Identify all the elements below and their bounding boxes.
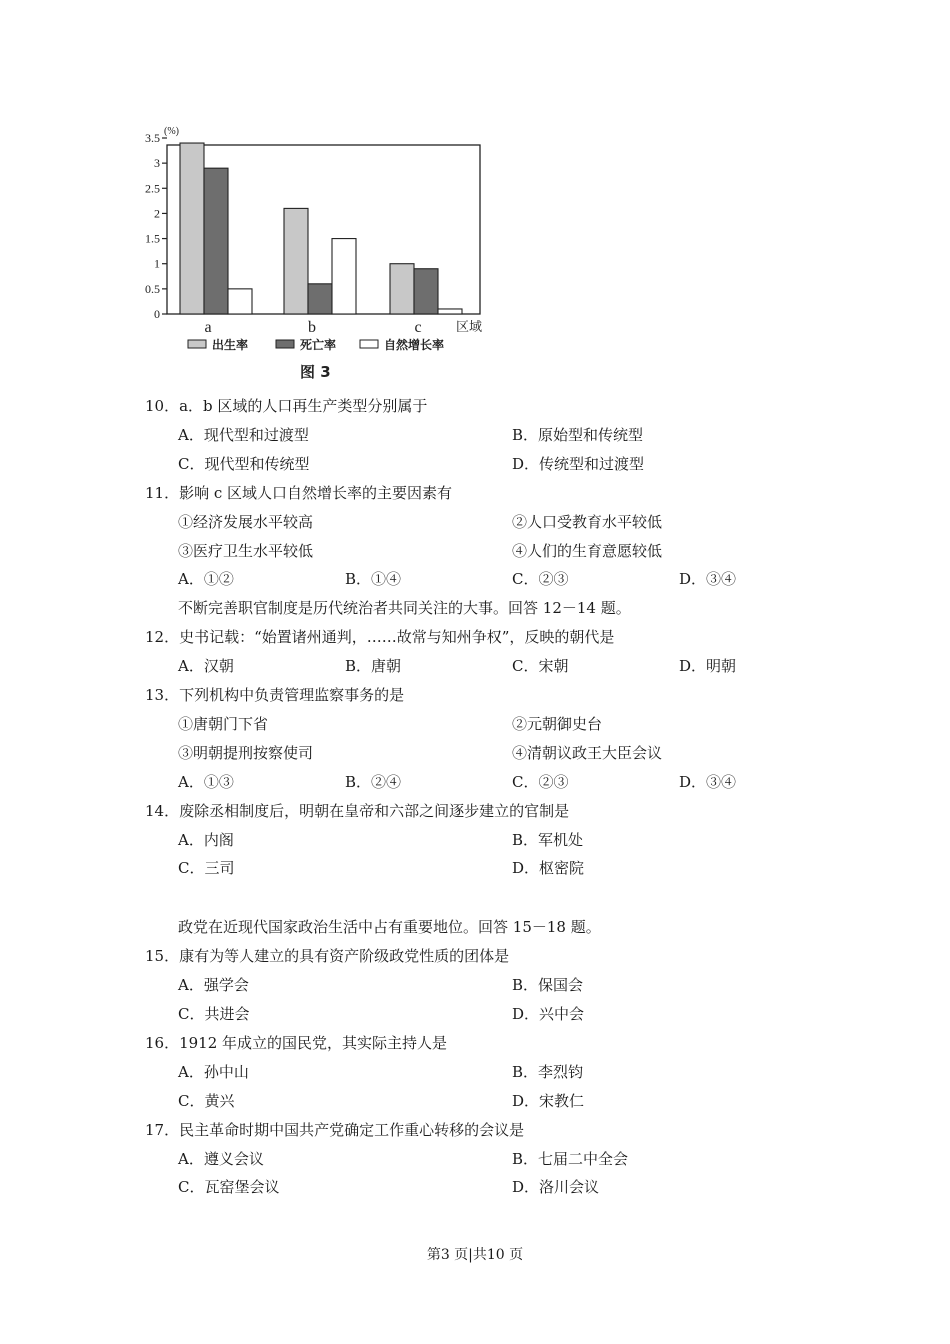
text-line: 13．下列机构中负责管理监察事务的是 — [145, 686, 405, 704]
text-line: D．传统型和过渡型 — [512, 454, 645, 473]
text-line: B．①④ — [345, 570, 402, 589]
y-tick-label: 3.5 — [145, 131, 160, 145]
text-line: B．军机处 — [512, 830, 584, 849]
text-line: ②元朝御史台 — [512, 714, 603, 733]
bar-a-growth — [228, 289, 252, 314]
text-line: B．保国会 — [512, 976, 584, 995]
x-axis-label: 区域 — [456, 320, 483, 335]
text-line: 政党在近现代国家政治生活中占有重要地位。回答 15－18 题。 — [178, 918, 601, 937]
legend-label: 自然增长率 — [384, 338, 445, 352]
y-tick-label: 1.5 — [145, 231, 160, 246]
text-line: D．兴中会 — [512, 1005, 585, 1023]
bar-c-death — [414, 269, 438, 314]
y-tick-label: 2 — [154, 206, 160, 221]
text-line: 不断完善职官制度是历代统治者共同关注的大事。回答 12－14 题。 — [178, 599, 631, 618]
legend-label: 死亡率 — [300, 338, 337, 352]
bar-b-birth — [284, 208, 308, 314]
text-line: C．黄兴 — [178, 1091, 235, 1110]
text-line: D．③④ — [679, 570, 737, 589]
text-line: D．宋教仁 — [512, 1091, 585, 1110]
legend-swatch — [360, 340, 378, 348]
text-line: A．孙中山 — [178, 1062, 249, 1081]
text-line: C．②③ — [512, 772, 569, 791]
text-line: A．①③ — [178, 772, 234, 791]
text-line: ④人们的生育意愿较低 — [512, 541, 663, 560]
text-line: B．李烈钧 — [512, 1062, 584, 1081]
text-line: 10．a．b 区域的人口再生产类型分别属于 — [145, 397, 428, 415]
text-line: B．七届二中全会 — [512, 1149, 629, 1168]
text-line: C．瓦窑堡会议 — [178, 1178, 280, 1197]
text-line: A．汉朝 — [178, 657, 234, 676]
text-line: 12．史书记载：“始置诸州通判，……故常与知州争权”，反映的朝代是 — [145, 628, 615, 647]
text-line: ③医疗卫生水平较低 — [178, 541, 314, 560]
text-line: C．宋朝 — [512, 657, 569, 676]
text-line: 15．康有为等人建立的具有资产阶级政党性质的团体是 — [145, 947, 510, 966]
legend-swatch — [276, 340, 294, 348]
text-line: B．②④ — [345, 772, 402, 791]
text-line: D．③④ — [679, 772, 737, 791]
bar-b-death — [308, 284, 332, 314]
bar-b-growth — [332, 239, 356, 314]
text-line: A．内阁 — [178, 830, 234, 849]
text-line: C．②③ — [512, 570, 569, 589]
y-tick-label: 0 — [154, 307, 160, 321]
text-line: A．遵义会议 — [178, 1149, 264, 1168]
text-line: 16．1912 年成立的国民党，其实际主持人是 — [145, 1033, 448, 1052]
legend-swatch — [188, 340, 206, 348]
bar-a-death — [204, 168, 228, 314]
page-footer: 第3 页|共10 页 — [426, 1247, 524, 1263]
text-line: A．现代型和过渡型 — [178, 425, 309, 444]
text-line: C．三司 — [178, 859, 235, 878]
legend-label: 出生率 — [212, 338, 249, 352]
text-line: ②人口受教育水平较低 — [512, 512, 663, 531]
bar-c-birth — [390, 264, 414, 314]
text-line: D．洛川会议 — [512, 1178, 600, 1197]
population-chart — [140, 120, 500, 385]
figure-caption: 图 3 — [300, 363, 331, 381]
text-line: ③明朝提刑按察使司 — [178, 743, 314, 762]
text-line: D．枢密院 — [512, 859, 585, 878]
y-tick-label: 3 — [154, 156, 160, 171]
bar-chart-svg — [140, 120, 500, 385]
y-tick-label: 0.5 — [145, 281, 160, 296]
text-line: B．原始型和传统型 — [512, 425, 644, 444]
bar-c-growth — [438, 309, 462, 314]
x-category-label: c — [414, 319, 422, 336]
text-line: A．强学会 — [178, 976, 249, 995]
text-line: C．现代型和传统型 — [178, 454, 310, 473]
x-category-label: b — [308, 319, 316, 336]
bar-a-birth — [180, 143, 204, 314]
text-line: ④清朝议政王大臣会议 — [512, 743, 663, 762]
text-line: 14．废除丞相制度后，明朝在皇帝和六部之间逐步建立的官制是 — [145, 801, 570, 820]
x-category-label: a — [204, 319, 212, 336]
text-line: B．唐朝 — [345, 657, 402, 676]
text-line: D．明朝 — [679, 657, 737, 676]
text-line: A．①② — [178, 570, 234, 589]
text-line: 11．影响 c 区域人口自然增长率的主要因素有 — [145, 483, 453, 502]
text-line: ①唐朝门下省 — [178, 714, 269, 733]
y-unit-label: (%) — [164, 126, 179, 137]
text-line: C．共进会 — [178, 1005, 250, 1023]
text-line: ①经济发展水平较高 — [178, 512, 314, 531]
y-tick-label: 2.5 — [145, 181, 160, 196]
y-tick-label: 1 — [154, 256, 160, 271]
text-line: 17．民主革命时期中国共产党确定工作重心转移的会议是 — [145, 1120, 525, 1139]
